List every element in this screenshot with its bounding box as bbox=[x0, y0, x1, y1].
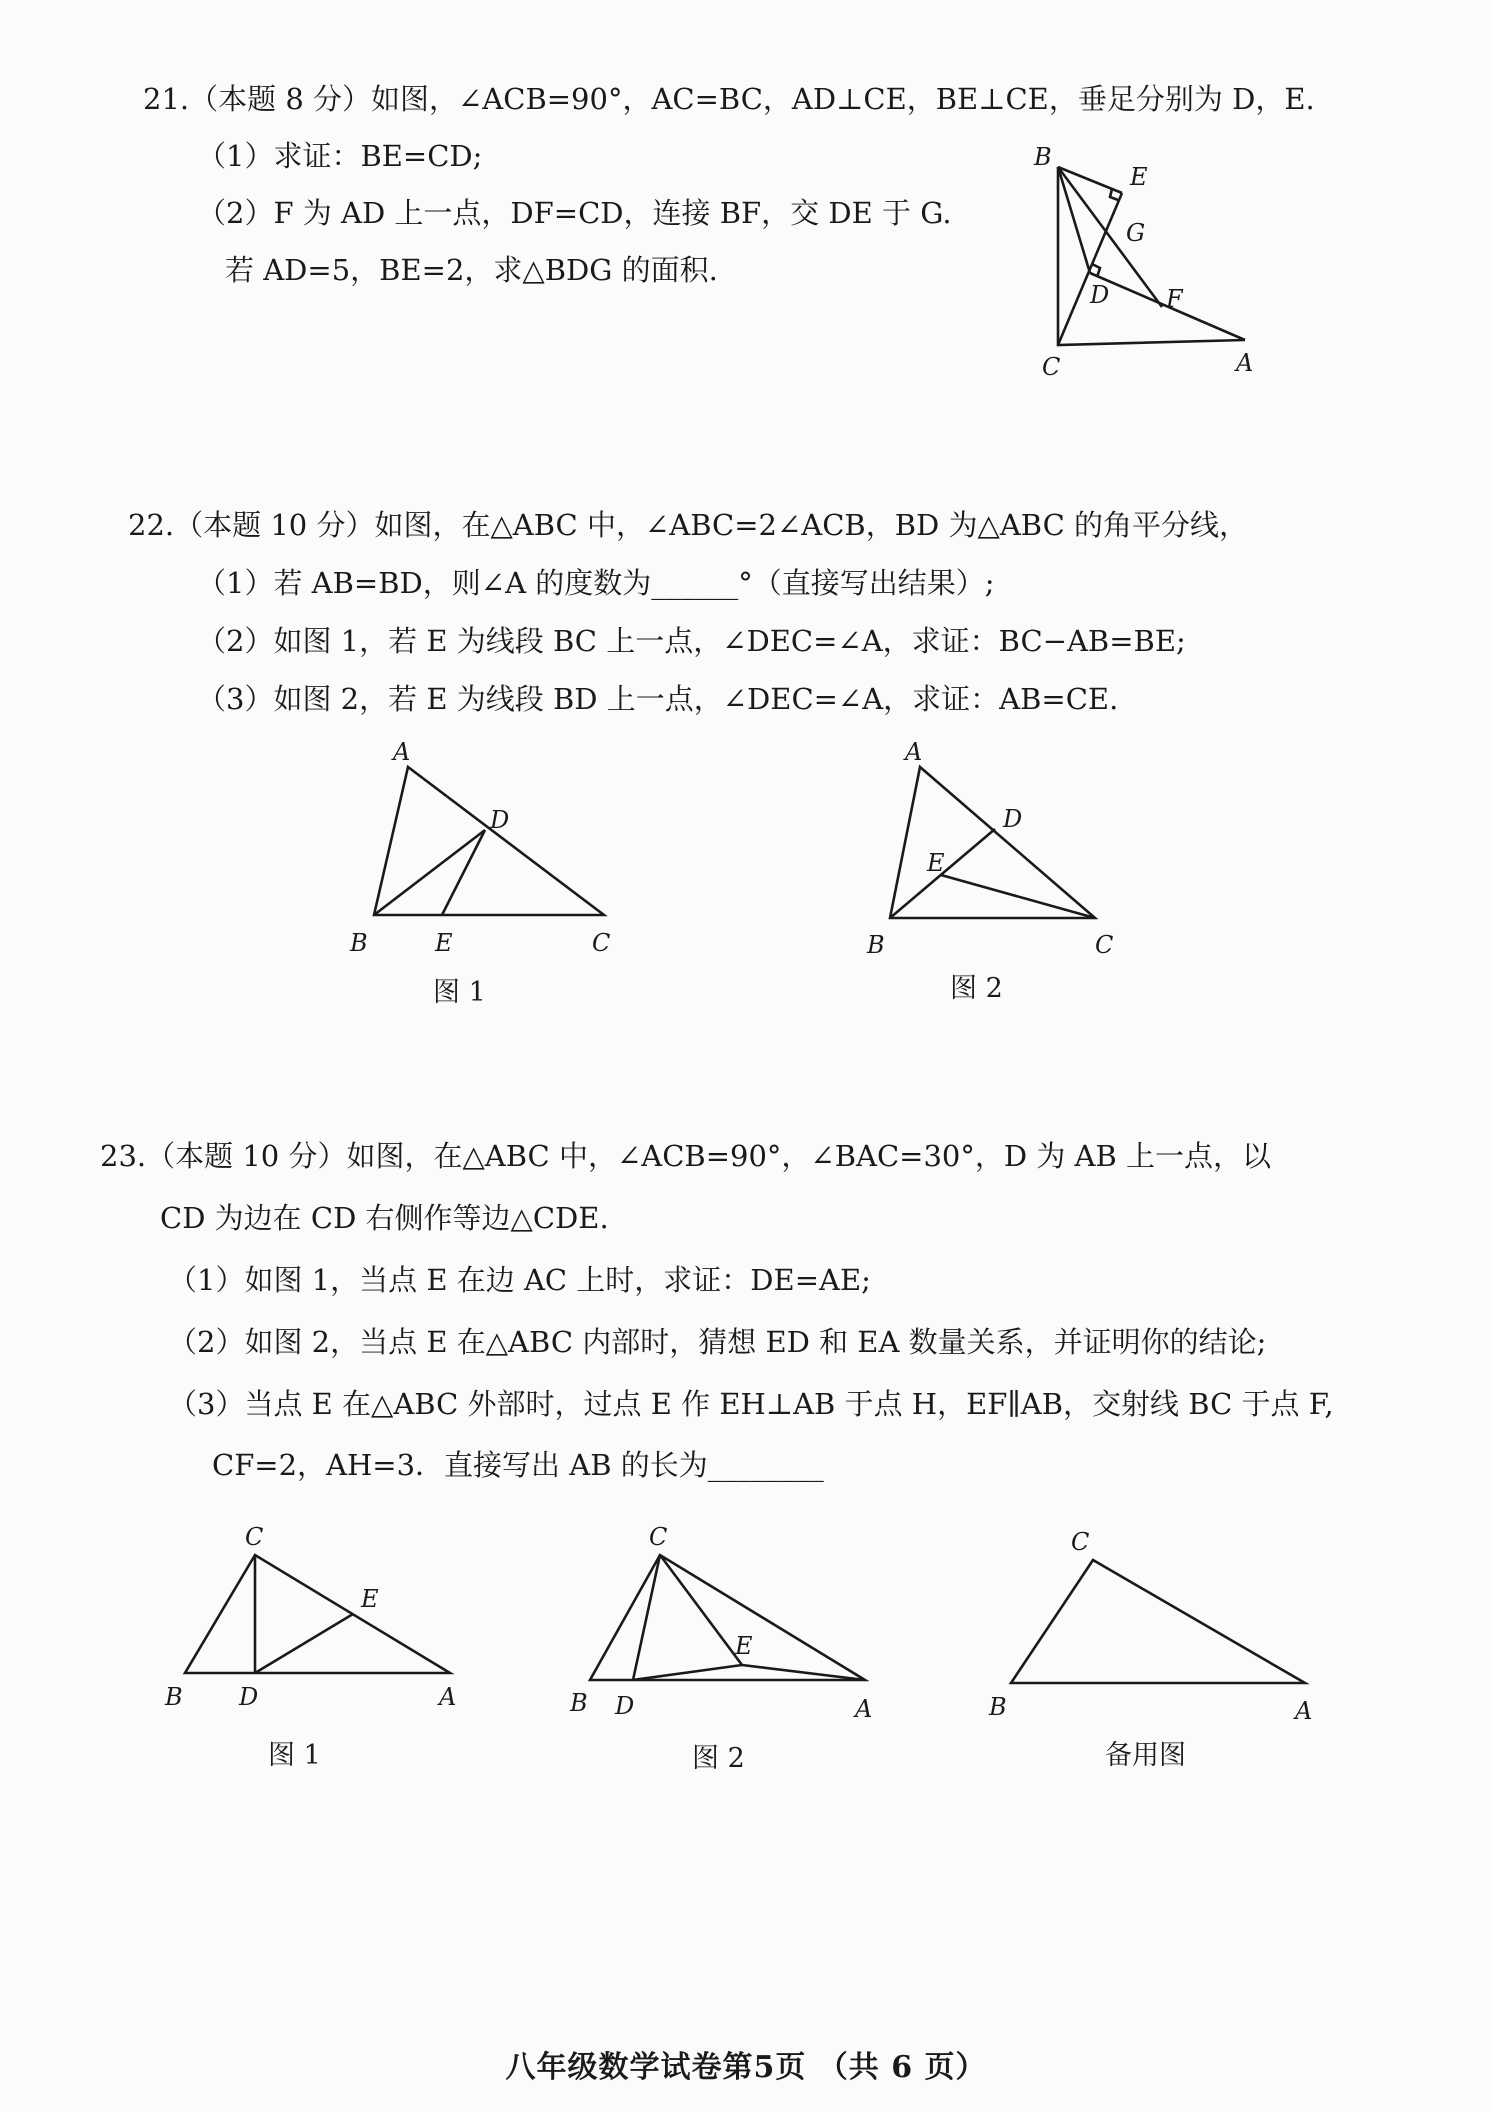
q23-part3-cont: CF=2，AH=3．直接写出 AB 的长为________ bbox=[212, 1448, 824, 1482]
q21-label-b: B bbox=[1034, 143, 1052, 171]
q21-part2: （2）F 为 AD 上一点，DF=CD，连接 BF，交 DE 于 G. bbox=[197, 196, 952, 230]
q23-f1-label-c: C bbox=[245, 1523, 264, 1551]
q23-part1: （1）如图 1，当点 E 在边 AC 上时，求证：DE=AE; bbox=[168, 1263, 871, 1297]
q21-line-bd bbox=[1058, 167, 1090, 273]
q23-f2-label-a: A bbox=[855, 1695, 873, 1723]
q23-f2-label-c: C bbox=[649, 1523, 668, 1551]
q23-stem: 23.（本题 10 分）如图，在△ABC 中，∠ACB=90°，∠BAC=30°，D 为 AB 上一点，以 bbox=[100, 1139, 1272, 1173]
q21-figure bbox=[1010, 135, 1290, 385]
q21-part1: （1）求证：BE=CD; bbox=[197, 139, 483, 173]
q22-part3: （3）如图 2，若 E 为线段 BD 上一点，∠DEC=∠A，求证：AB=CE. bbox=[197, 682, 1119, 716]
q22-f1-label-b: B bbox=[350, 929, 368, 957]
q23-f3-label-a: A bbox=[1295, 1697, 1313, 1725]
q21-label-g: G bbox=[1126, 219, 1146, 247]
q23-f1-label-d: D bbox=[239, 1683, 259, 1711]
q22-f1-label-d: D bbox=[490, 806, 510, 834]
q23-f1-label-b: B bbox=[165, 1683, 183, 1711]
q23-figure-2-caption: 图 2 bbox=[692, 1743, 745, 1774]
q23-f1-label-e: E bbox=[361, 1585, 379, 1613]
q22-f2-label-d: D bbox=[1003, 805, 1023, 833]
q22-figure-1-caption: 图 1 bbox=[433, 977, 486, 1008]
q21-label-e: E bbox=[1130, 163, 1148, 191]
q22-f1-triangle-abc bbox=[374, 767, 604, 915]
q22-stem: 22.（本题 10 分）如图，在△ABC 中，∠ABC=2∠ACB，BD 为△ABC 的角平分线， bbox=[128, 508, 1249, 542]
q23-f2-label-b: B bbox=[570, 1689, 588, 1717]
q22-f1-label-a: A bbox=[393, 738, 411, 766]
q21-label-a: A bbox=[1236, 349, 1254, 377]
q23-f3-triangle-abc bbox=[1011, 1560, 1305, 1683]
q23-figure-1-caption: 图 1 bbox=[268, 1740, 321, 1771]
q22-f2-label-a: A bbox=[905, 738, 923, 766]
q23-f2-line-de bbox=[633, 1665, 742, 1680]
q22-figure-2 bbox=[855, 735, 1135, 965]
q23-figure-3 bbox=[985, 1515, 1325, 1725]
q23-part3: （3）当点 E 在△ABC 外部时，过点 E 作 EH⊥AB 于点 H，EF∥AB，交射线 BC 于点 F, bbox=[168, 1387, 1334, 1421]
q22-f2-triangle-abc bbox=[890, 767, 1095, 918]
q23-f1-line-de bbox=[255, 1614, 353, 1673]
q22-f2-label-e: E bbox=[927, 849, 945, 877]
q23-part2: （2）如图 2，当点 E 在△ABC 内部时，猜想 ED 和 EA 数量关系，并证明你的结论; bbox=[168, 1325, 1267, 1359]
q23-f2-label-e: E bbox=[735, 1632, 753, 1660]
q21-label-f: F bbox=[1166, 285, 1183, 313]
q23-f2-line-cd bbox=[633, 1555, 660, 1680]
q22-f1-label-c: C bbox=[592, 929, 611, 957]
q23-figure-2 bbox=[565, 1515, 895, 1725]
q22-part1: （1）若 AB=BD，则∠A 的度数为______°（直接写出结果）; bbox=[197, 566, 995, 600]
q22-f2-label-b: B bbox=[867, 931, 885, 959]
q23-f2-triangle-abc bbox=[590, 1555, 865, 1680]
q23-f2-line-ce bbox=[660, 1555, 742, 1665]
q22-figure-2-caption: 图 2 bbox=[950, 973, 1003, 1004]
q22-figure-1 bbox=[340, 735, 640, 965]
q21-label-d: D bbox=[1090, 281, 1110, 309]
page-footer: 八年级数学试卷第5页 （共 6 页） bbox=[505, 2050, 987, 2085]
q22-part2: （2）如图 1，若 E 为线段 BC 上一点，∠DEC=∠A，求证：BC−AB=BE; bbox=[197, 624, 1186, 658]
q21-label-c: C bbox=[1042, 353, 1061, 381]
q23-figure-1 bbox=[155, 1515, 495, 1715]
q23-f3-label-c: C bbox=[1071, 1528, 1090, 1556]
q22-f1-label-e: E bbox=[435, 929, 453, 957]
q23-f2-label-d: D bbox=[615, 1692, 635, 1720]
q23-f1-triangle-abc bbox=[185, 1555, 450, 1673]
q22-f2-label-c: C bbox=[1095, 931, 1114, 959]
q21-stem: 21.（本题 8 分）如图，∠ACB=90°，AC=BC，AD⊥CE，BE⊥CE，垂足分别为 D，E. bbox=[143, 82, 1315, 116]
q23-figure-3-caption: 备用图 bbox=[1105, 1740, 1186, 1771]
q21-part2-cont: 若 AD=5，BE=2，求△BDG 的面积. bbox=[225, 253, 718, 287]
q22-f1-line-ed bbox=[442, 830, 485, 915]
q23-f1-label-a: A bbox=[439, 1683, 457, 1711]
q23-f3-label-b: B bbox=[989, 1693, 1007, 1721]
q23-stem-cont: CD 为边在 CD 右侧作等边△CDE. bbox=[160, 1201, 609, 1235]
